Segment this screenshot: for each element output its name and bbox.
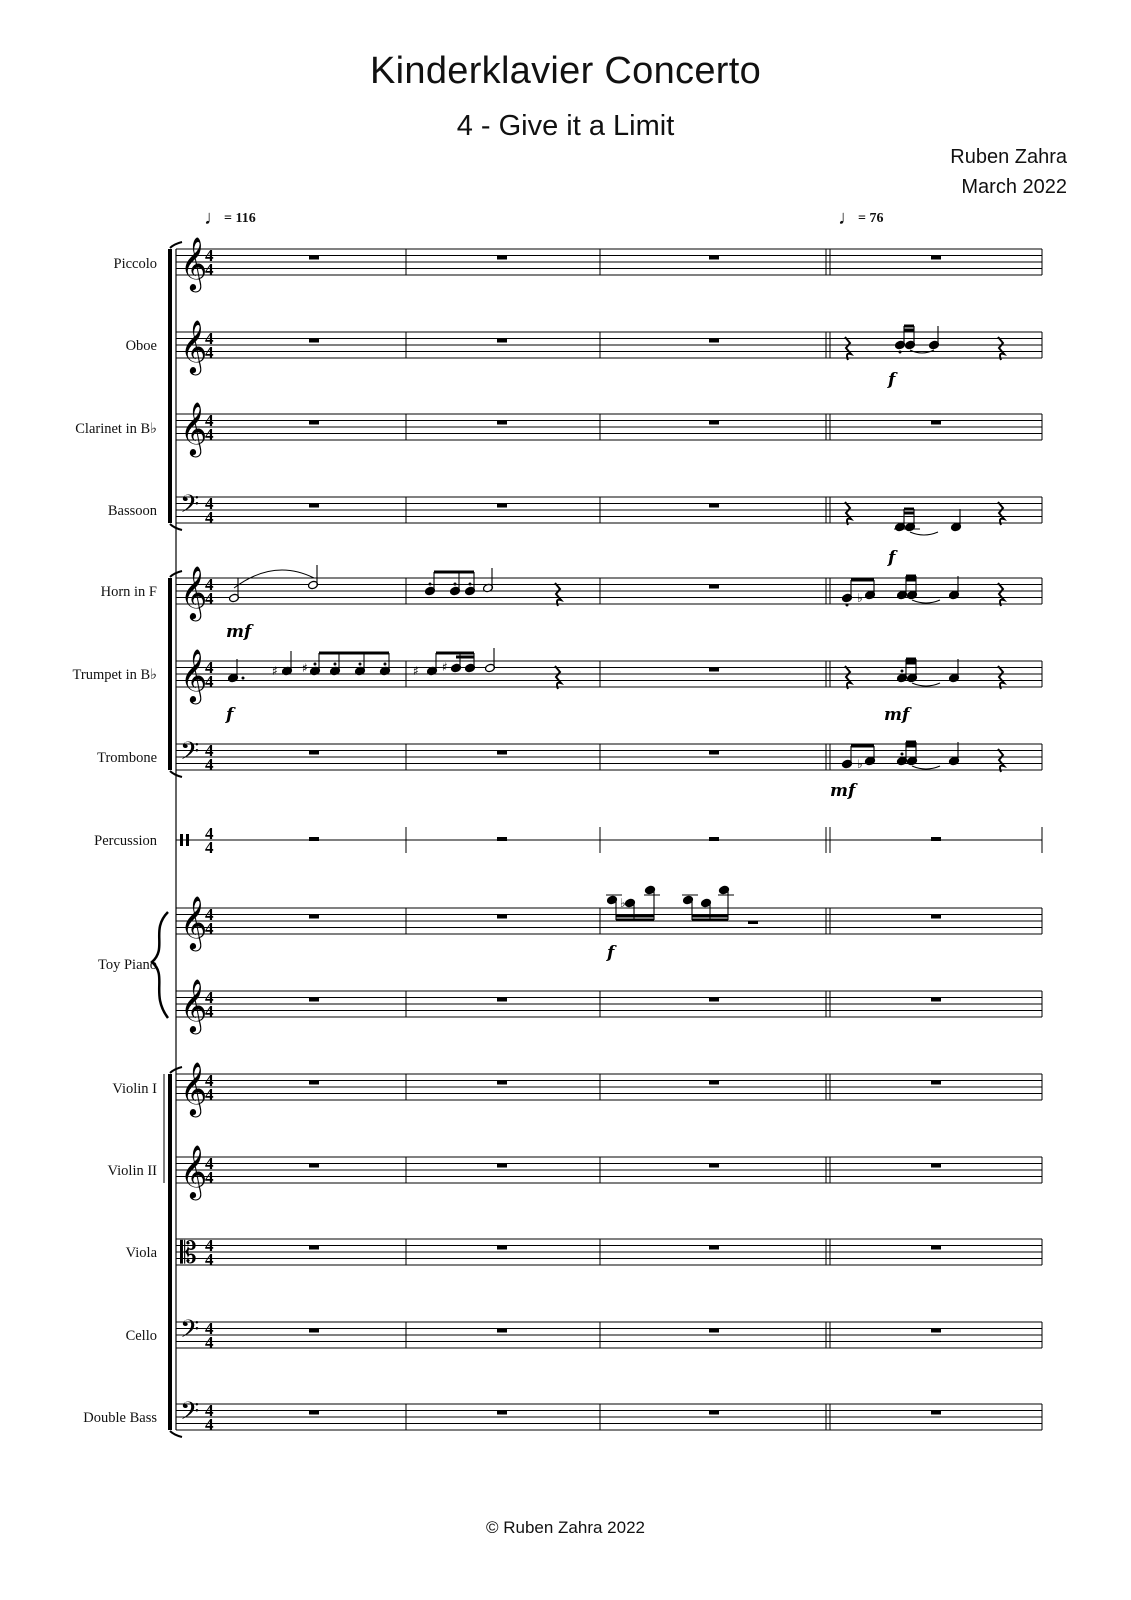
whole-rest [709, 1329, 719, 1333]
staccato-dot [846, 604, 849, 607]
instrument-label-cello: Cello [125, 1328, 157, 1344]
time-signature-denominator: 4 [205, 1085, 214, 1104]
whole-rest [497, 751, 507, 755]
staff-lines [176, 249, 1042, 1430]
instrument-label-clarinet: Clarinet in B♭ [75, 421, 157, 437]
time-signature-denominator: 4 [205, 755, 214, 774]
tempo-marking-116: ♩= 116 [204, 207, 256, 229]
treble-clef-icon: 𝄞 [180, 236, 208, 290]
time-signature-denominator: 4 [205, 672, 214, 691]
quarter-rest-icon [998, 749, 1004, 772]
percussion-clef-icon [186, 834, 189, 846]
movement-subtitle: 4 - Give it a Limit [456, 110, 675, 142]
whole-rest [497, 421, 507, 425]
whole-rest [709, 339, 719, 343]
treble-clef-icon: 𝄞 [180, 1144, 208, 1198]
treble-clef-icon: 𝄞 [180, 565, 208, 619]
dynamic-trombone: mf [830, 781, 856, 801]
whole-rest [931, 1081, 941, 1085]
composer-name: Ruben Zahra [950, 146, 1067, 168]
clefs-and-time-signatures [180, 236, 214, 1434]
whole-rest [497, 1246, 507, 1250]
time-signature-numerator: 4 [205, 741, 214, 760]
sharp-icon: ♯ [413, 664, 419, 678]
tie [912, 766, 940, 769]
tie [912, 683, 940, 686]
instrument-label-trumpet: Trumpet in B♭ [72, 667, 157, 683]
whole-rest [931, 421, 941, 425]
quarter-rest-icon [555, 583, 561, 606]
whole-rest [709, 585, 719, 589]
whole-rest [497, 1329, 507, 1333]
time-signature-denominator: 4 [205, 1333, 214, 1352]
time-signature-denominator: 4 [205, 260, 214, 279]
staccato-dot [429, 583, 432, 586]
whole-rest [931, 1164, 941, 1168]
copyright-notice: © Ruben Zahra 2022 [485, 1518, 646, 1537]
time-signature-numerator: 4 [205, 1154, 214, 1173]
quarter-note-icon: ♩ [838, 207, 858, 229]
whole-rest [497, 1411, 507, 1415]
whole-rest [709, 1081, 719, 1085]
staccato-dot [384, 663, 387, 666]
whole-rest [709, 256, 719, 260]
time-signature-denominator: 4 [205, 1250, 214, 1269]
instrument-label-violin-2: Violin II [107, 1163, 157, 1179]
whole-rest [709, 1164, 719, 1168]
time-signature-denominator: 4 [205, 1168, 214, 1187]
dynamic-toy-piano: f [607, 943, 615, 963]
whole-rest [709, 998, 719, 1002]
time-signature-numerator: 4 [205, 575, 214, 594]
instrument-label-violin-1: Violin I [112, 1081, 157, 1097]
treble-clef-icon: 𝄞 [180, 895, 208, 949]
score-title: Kinderklavier Concerto [370, 50, 761, 92]
sharp-icon: ♯ [442, 660, 448, 674]
dynamic-trumpet-m4: mf [884, 705, 910, 725]
slur [234, 570, 314, 588]
half-rest [748, 921, 758, 924]
whole-rest [931, 1329, 941, 1333]
staccato-dot [899, 351, 902, 354]
dynamic-trumpet-m1: f [226, 705, 234, 725]
whole-rest [497, 504, 507, 508]
instrument-label-oboe: Oboe [125, 338, 157, 354]
staccato-dot [901, 670, 904, 673]
staccato-dot [314, 663, 317, 666]
time-signature-numerator: 4 [205, 1401, 214, 1420]
whole-rest [497, 339, 507, 343]
instrument-label-piccolo: Piccolo [113, 256, 157, 272]
whole-rest [709, 1411, 719, 1415]
bass-clef-icon: 𝄢 [180, 737, 200, 772]
flat-icon: ♭ [620, 896, 626, 910]
quarter-rest-icon [998, 583, 1004, 606]
time-signature-numerator: 4 [205, 1236, 214, 1255]
whole-rest [309, 751, 319, 755]
whole-rest [931, 915, 941, 919]
whole-rest [931, 998, 941, 1002]
whole-rest [497, 837, 507, 841]
quarter-note-icon: ♩ [204, 207, 224, 229]
treble-clef-icon: 𝄞 [180, 1061, 208, 1115]
staccato-dot [454, 583, 457, 586]
whole-rest [309, 421, 319, 425]
whole-rest [309, 1164, 319, 1168]
whole-rest [309, 998, 319, 1002]
staccato-dot [359, 663, 362, 666]
time-signature-numerator: 4 [205, 494, 214, 513]
time-signature-numerator: 4 [205, 824, 214, 843]
whole-rest [497, 1164, 507, 1168]
whole-rest [309, 256, 319, 260]
bass-clef-icon: 𝄢 [180, 1315, 200, 1350]
time-signature-numerator: 4 [205, 1071, 214, 1090]
whole-rest [931, 837, 941, 841]
dynamic-oboe: f [888, 370, 896, 390]
notes [228, 326, 1004, 924]
whole-rest [931, 1246, 941, 1250]
sharp-icon: ♯ [272, 664, 278, 678]
whole-rest [309, 837, 319, 841]
bass-clef-icon: 𝄢 [180, 490, 200, 525]
whole-rest [709, 837, 719, 841]
percussion-clef-icon [180, 834, 183, 846]
whole-rest [709, 504, 719, 508]
time-signature-denominator: 4 [205, 1415, 214, 1434]
whole-rest [709, 1246, 719, 1250]
staccato-dot [334, 663, 337, 666]
whole-rest [497, 1081, 507, 1085]
treble-clef-icon: 𝄞 [180, 319, 208, 373]
instrument-label-percussion: Percussion [94, 833, 157, 849]
whole-rest [709, 751, 719, 755]
time-signature-numerator: 4 [205, 329, 214, 348]
time-signature-denominator: 4 [205, 919, 214, 938]
treble-clef-icon: 𝄞 [180, 648, 208, 702]
treble-clef-icon: 𝄞 [180, 978, 208, 1032]
instrument-label-trombone: Trombone [97, 750, 157, 766]
whole-rest [309, 915, 319, 919]
tempo-marking-76: ♩= 76 [838, 207, 884, 229]
sharp-icon: ♯ [302, 661, 308, 675]
quarter-rest-icon [845, 502, 851, 525]
whole-rest [709, 421, 719, 425]
whole-rest [497, 998, 507, 1002]
time-signature-denominator: 4 [205, 508, 214, 527]
time-signature-denominator: 4 [205, 425, 214, 444]
instrument-label-viola: Viola [125, 1245, 157, 1261]
instrument-label-toy-piano: Toy Piano [98, 957, 157, 973]
tie [912, 600, 940, 603]
whole-rest [309, 504, 319, 508]
whole-rest [497, 915, 507, 919]
time-signature-numerator: 4 [205, 905, 214, 924]
time-signature-denominator: 4 [205, 589, 214, 608]
dynamic-horn: mf [226, 622, 252, 642]
staccato-dot [901, 753, 904, 756]
quarter-rest-icon [998, 337, 1004, 360]
whole-rest [931, 1411, 941, 1415]
instrument-label-bassoon: Bassoon [107, 503, 157, 519]
treble-clef-icon: 𝄞 [180, 401, 208, 455]
composition-date: March 2022 [961, 176, 1067, 198]
time-signature-numerator: 4 [205, 246, 214, 265]
time-signature-denominator: 4 [205, 1002, 214, 1021]
quarter-rest-icon [998, 666, 1004, 689]
instrument-label-double-bass: Double Bass [83, 1410, 157, 1426]
quarter-rest-icon [998, 502, 1004, 525]
time-signature-numerator: 4 [205, 411, 214, 430]
whole-rest [931, 256, 941, 260]
quarter-rest-icon [845, 337, 851, 360]
tie [910, 532, 938, 535]
flat-icon: ♭ [857, 591, 863, 605]
whole-measure-rests [309, 256, 941, 1415]
quarter-rest-icon [845, 666, 851, 689]
alto-clef-icon: 𝄡 [180, 1236, 197, 1271]
toy-piano-brace [152, 912, 168, 1018]
time-signature-denominator: 4 [205, 838, 214, 857]
whole-rest [309, 1329, 319, 1333]
whole-rest [497, 256, 507, 260]
time-signature-numerator: 4 [205, 1319, 214, 1338]
time-signature-denominator: 4 [205, 343, 214, 362]
staccato-dot [242, 677, 245, 680]
whole-rest [309, 1081, 319, 1085]
staccato-dot [469, 583, 472, 586]
dynamic-bassoon: f [888, 548, 896, 568]
whole-rest [309, 339, 319, 343]
quarter-rest-icon [555, 666, 561, 689]
time-signature-numerator: 4 [205, 988, 214, 1007]
bass-clef-icon: 𝄢 [180, 1397, 200, 1432]
flat-icon: ♭ [857, 757, 863, 771]
whole-rest [309, 1411, 319, 1415]
time-signature-numerator: 4 [205, 658, 214, 677]
whole-rest [709, 668, 719, 672]
whole-rest [309, 1246, 319, 1250]
instrument-label-horn: Horn in F [100, 584, 157, 600]
